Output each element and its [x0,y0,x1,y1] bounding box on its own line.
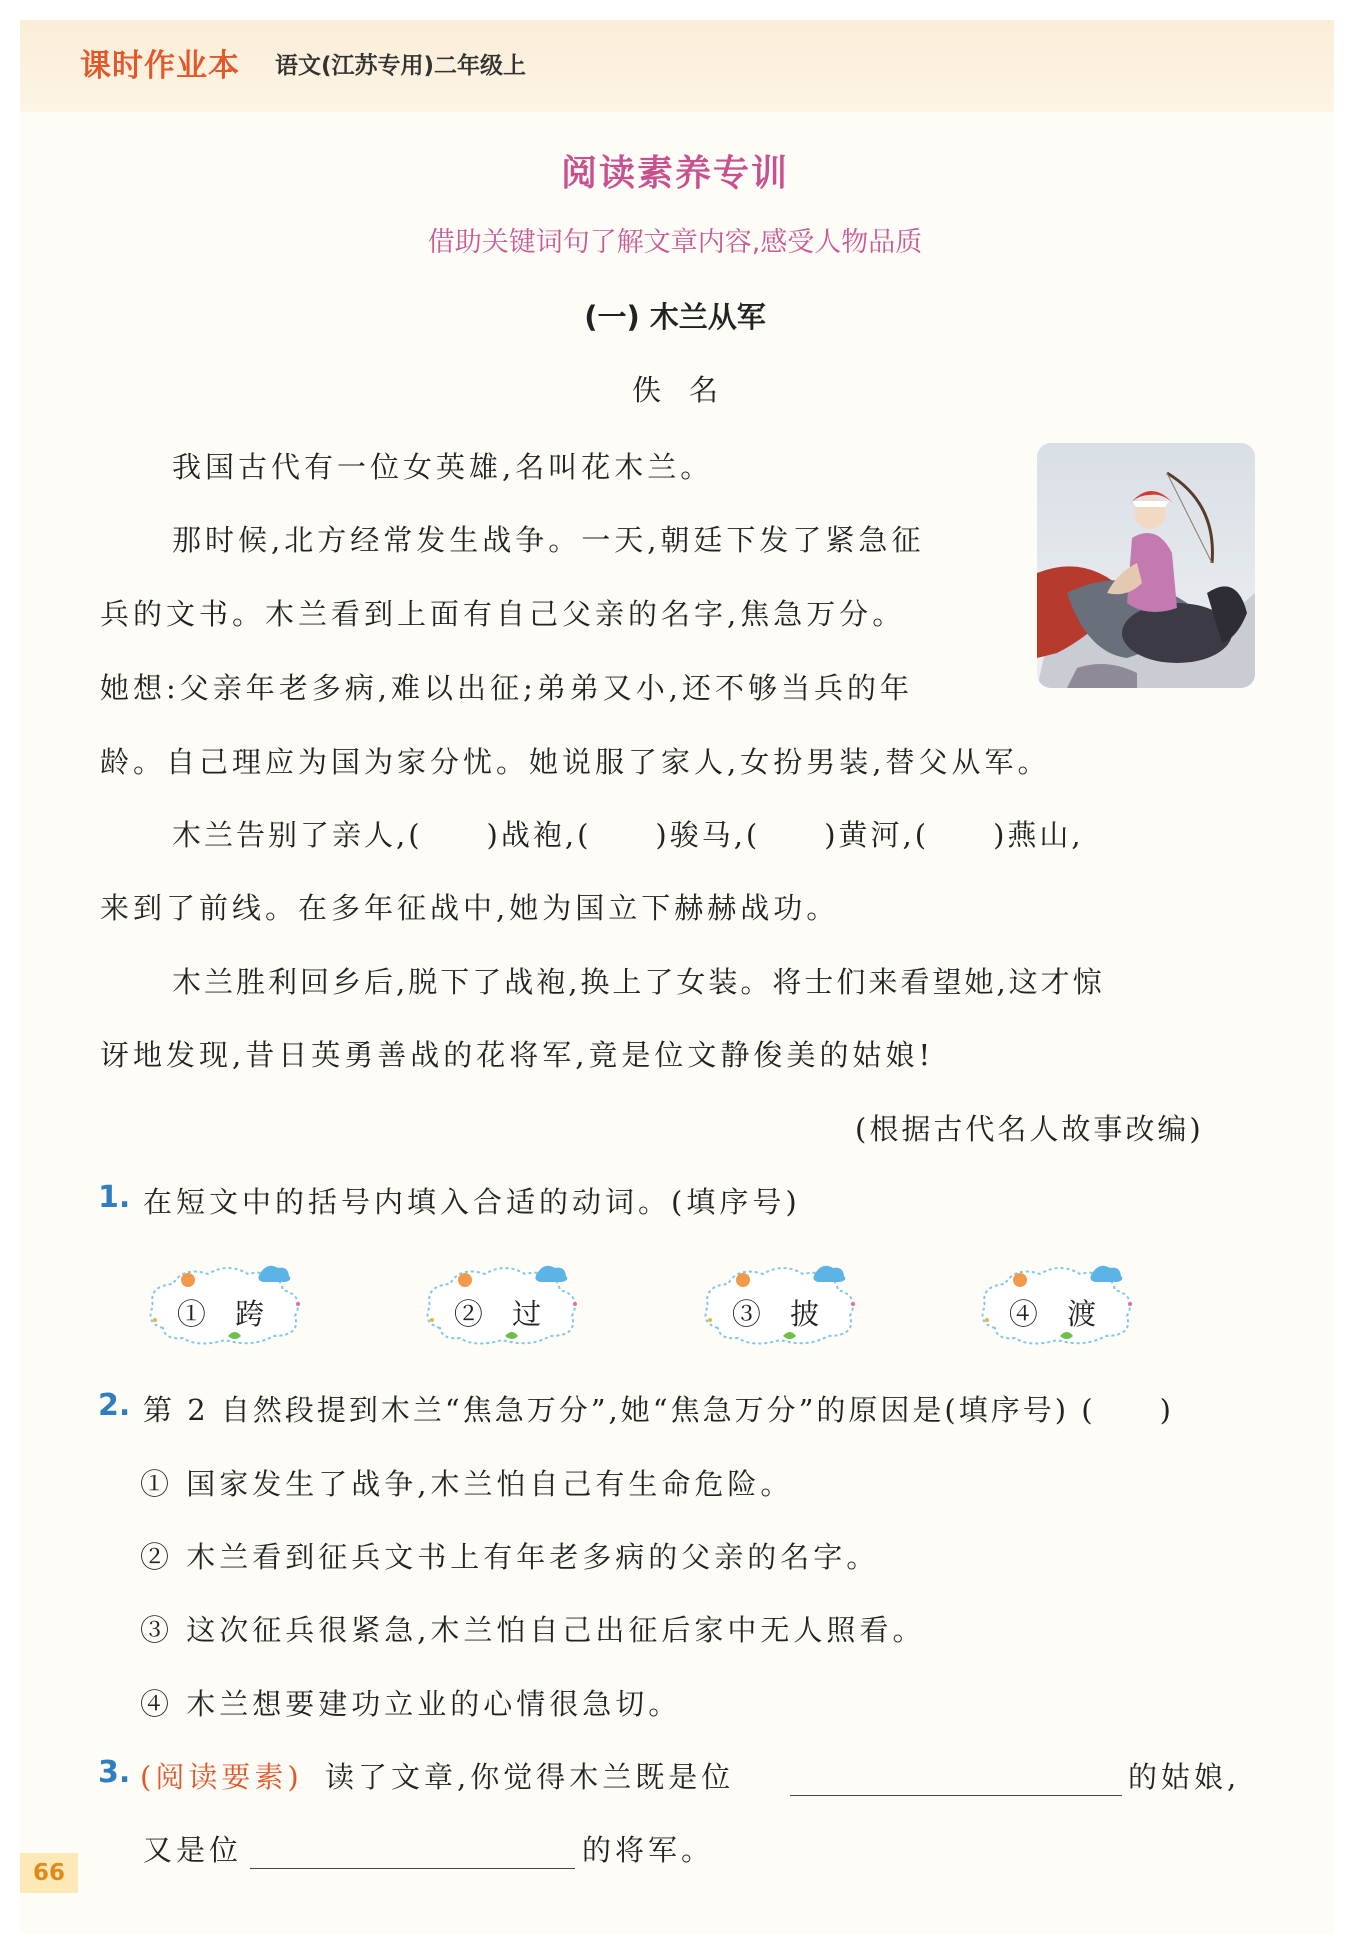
option-label: ① 跨 [176,1297,275,1331]
answer-option: ③ 这次征兵很紧急,木兰怕自己出征后家中无人照看。 [140,1613,926,1647]
option-cloud [698,1258,863,1350]
question-number: 1. [98,1180,131,1215]
question-text: 读了文章,你觉得木兰既是位 [325,1760,735,1794]
option-cloud [143,1258,308,1350]
answer-blank[interactable] [790,1795,1122,1796]
option-label: ④ 渡 [1008,1297,1107,1331]
page-number: 66 [20,1853,78,1893]
section-title: (一) 木兰从军 [584,300,766,334]
option-label: ③ 披 [731,1297,830,1331]
page-subtitle: 借助关键词句了解文章内容,感受人物品质 [427,227,923,258]
question-text: 的姑娘, [1128,1760,1241,1794]
book-brand: 课时作业本 [80,48,240,84]
passage-line: 我国古代有一位女英雄,名叫花木兰。 [172,450,714,484]
passage-line: 讶地发现,昔日英勇善战的花将军,竟是位文静俊美的姑娘! [100,1038,935,1072]
answer-blank[interactable] [250,1868,575,1869]
passage-line: 那时候,北方经常发生战争。一天,朝廷下发了紧急征 [172,523,925,557]
page-title: 阅读素养专训 [560,153,789,194]
passage-line: 龄。自己理应为国为家分忧。她说服了家人,女扮男装,替父从军。 [100,745,1051,779]
question-text: 在短文中的括号内填入合适的动词。(填序号) [143,1185,801,1219]
answer-option: ② 木兰看到征兵文书上有年老多病的父亲的名字。 [140,1540,880,1574]
passage-line: 她想:父亲年老多病,难以出征;弟弟又小,还不够当兵的年 [100,671,913,705]
passage-line: 来到了前线。在多年征战中,她为国立下赫赫战功。 [100,891,840,925]
author: 佚名 [631,373,746,407]
question-text: 第 2 自然段提到木兰“焦急万分”,她“焦急万分”的原因是(填序号) ( ) [143,1393,1174,1427]
option-label: ② 过 [453,1297,552,1331]
passage-line: 木兰告别了亲人,( )战袍,( )骏马,( )黄河,( )燕山, [172,818,1084,852]
book-subject: 语文(江苏专用)二年级上 [275,53,527,79]
answer-option: ④ 木兰想要建功立业的心情很急切。 [140,1687,682,1721]
answer-option: ① 国家发生了战争,木兰怕自己有生命危险。 [140,1467,794,1501]
option-cloud [420,1258,585,1350]
mulan-illustration [1037,443,1255,688]
mulan-on-horse-illustration [1037,443,1255,688]
passage-line: 木兰胜利回乡后,脱下了战袍,换上了女装。将士们来看望她,这才惊 [172,965,1105,999]
source-note: (根据古代名人故事改编) [855,1112,1204,1146]
question-text: 的将军。 [582,1833,715,1867]
option-cloud [975,1258,1140,1350]
question-text: 又是位 [143,1833,243,1867]
reading-element-tag: (阅读要素) [140,1760,303,1794]
question-number: 3. [98,1755,131,1790]
passage-line: 兵的文书。木兰看到上面有自己父亲的名字,焦急万分。 [100,597,906,631]
question-number: 2. [98,1388,131,1423]
